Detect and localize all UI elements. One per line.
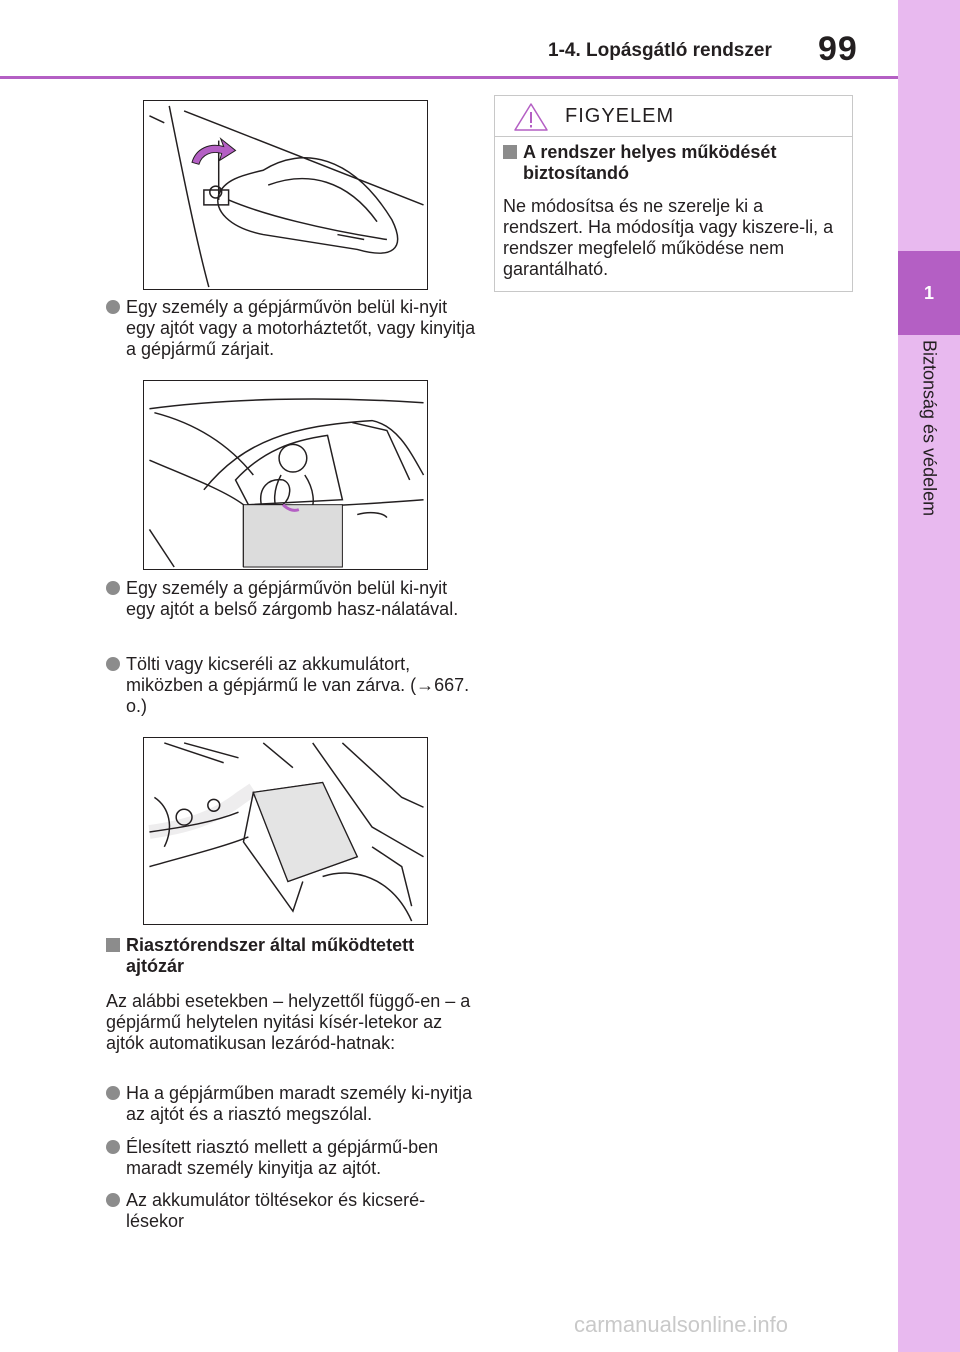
battery-illustration	[143, 737, 428, 925]
body-paragraph: Az alábbi esetekben – helyzettől függő-en – a gépjármű helytelen nyitási kísér-letekor az ajtók automatikusan lezáród-hatnak:	[106, 991, 471, 1053]
warning-box	[494, 95, 853, 292]
warning-body: Ne módosítsa és ne szerelje ki a rendszert. Ha módosítja vagy kiszere-li, a rendszer megfelelő működése nem garantálható.	[503, 196, 834, 279]
warning-subheading	[503, 142, 843, 184]
warning-subheading-text: A rendszer helyes működését biztosítandó	[523, 142, 777, 183]
warning-subheading-square	[503, 145, 517, 159]
engine-bay-drawing	[144, 738, 427, 924]
list-item	[106, 1083, 476, 1125]
warning-header	[495, 96, 852, 137]
warning-triangle-icon	[513, 102, 549, 132]
chapter-side-strip	[898, 0, 960, 1352]
bullet-dot	[106, 300, 120, 314]
list-item	[106, 654, 476, 717]
list-item	[106, 1190, 476, 1232]
list-item-text: Az akkumulátor töltésekor és kicseré-lésekor	[126, 1190, 426, 1231]
header-divider	[0, 76, 898, 79]
door-handle-drawing	[144, 101, 427, 289]
list-item	[106, 578, 476, 620]
list-item	[106, 297, 476, 360]
warning-title: FIGYELEM	[565, 105, 675, 127]
list-item-text: Élesített riasztó mellett a gépjármű-ben maradt személy kinyitja az ajtót.	[126, 1137, 439, 1178]
chapter-number-tab[interactable]: 1	[898, 251, 960, 335]
watermark: carmanualsonline.info	[574, 1312, 789, 1337]
list-item	[106, 1137, 476, 1179]
bullet-dot	[106, 581, 120, 595]
bullet-dot	[106, 1086, 120, 1100]
list-item-text: Ha a gépjárműben maradt személy ki-nyitja az ajtót és a riasztó megszólal.	[126, 1083, 473, 1124]
car-interior-drawing	[144, 381, 427, 569]
bullet-dot	[106, 1140, 120, 1154]
person-in-car-illustration	[143, 380, 428, 570]
door-handle-illustration	[143, 100, 428, 290]
page-number: 99	[818, 30, 858, 68]
list-item-text: Egy személy a gépjárművön belül ki-nyit egy ajtót a belső zárgomb hasz-nálatával.	[126, 578, 459, 619]
chapter-title-text: Biztonság és védelem	[919, 340, 940, 517]
section-heading	[106, 935, 476, 977]
bullet-dot	[106, 657, 120, 671]
bullet-dot	[106, 1193, 120, 1207]
section-heading-text: Riasztórendszer által működtetett ajtózár	[126, 935, 415, 976]
list-item-text: Egy személy a gépjárművön belül ki-nyit egy ajtót vagy a motorháztetőt, vagy kinyitja a gépjármű zárjait.	[126, 297, 476, 359]
chapter-title-vertical	[912, 340, 946, 640]
section-title: 1-4. Lopásgátló rendszer	[548, 40, 772, 61]
list-item-text: Tölti vagy kicseréli az akkumulátort, miközben a gépjármű le van zárva. (→667. o.)	[126, 654, 470, 716]
heading-square	[106, 938, 120, 952]
